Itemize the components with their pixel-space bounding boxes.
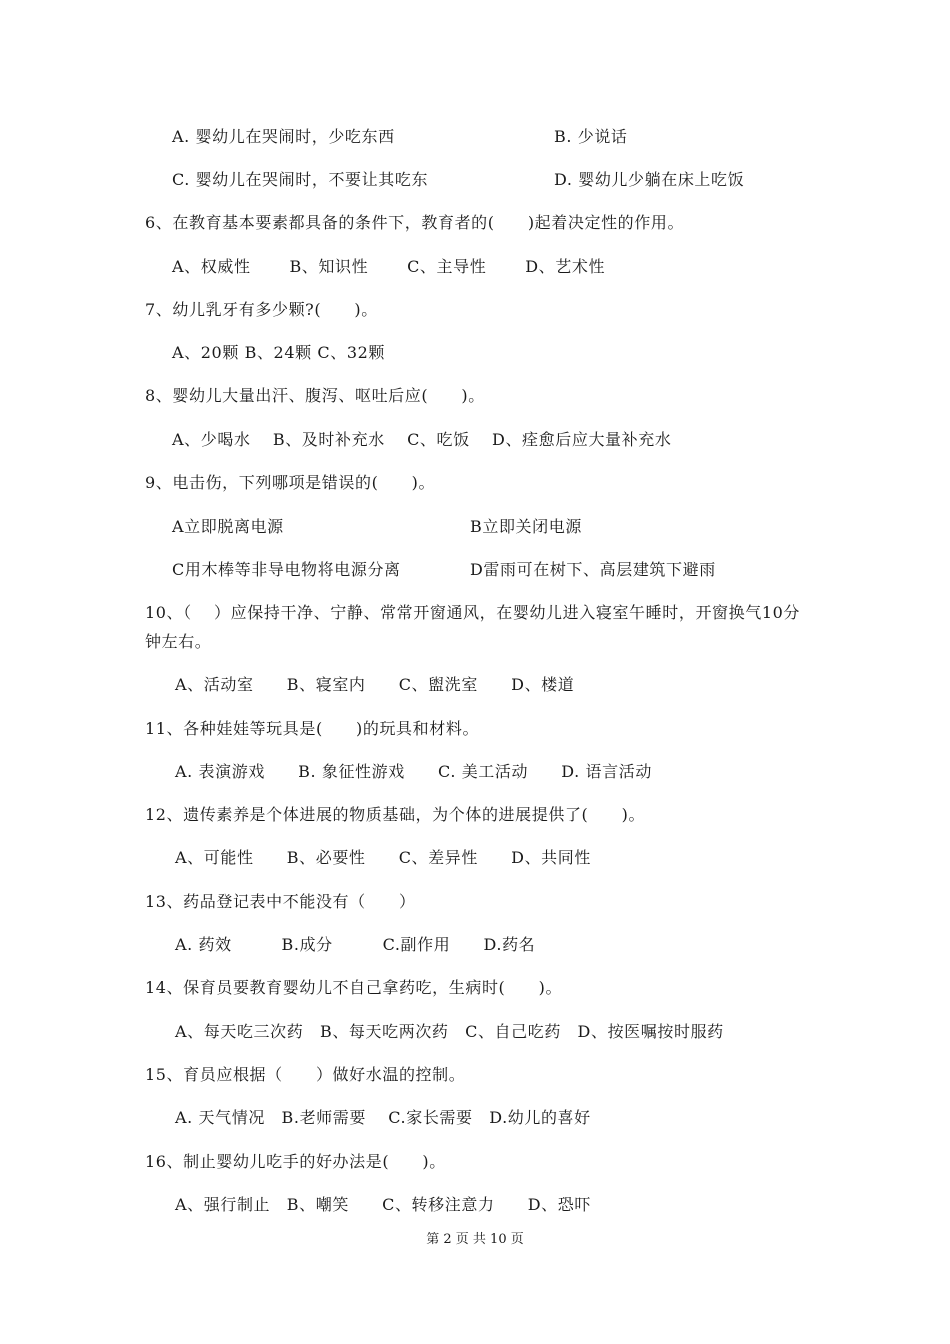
option-5d: D. 婴幼儿少躺在床上吃饭 xyxy=(554,170,745,189)
option-5c: C. 婴幼儿在哭闹时，不要让其吃东 xyxy=(172,170,429,189)
page-footer: 第 2 页 共 10 页 xyxy=(426,1232,524,1247)
question-11: 11、各种娃娃等玩具是( )的玩具和材料。 xyxy=(145,719,480,738)
options-7: A、20颗 B、24颗 C、32颗 xyxy=(172,343,386,362)
question-15: 15、育员应根据（ ）做好水温的控制。 xyxy=(145,1065,466,1084)
question-6: 6、在教育基本要素都具备的条件下，教育者的( )起着决定性的作用。 xyxy=(145,213,685,232)
option-9a: A立即脱离电源 xyxy=(172,517,284,536)
question-14: 14、保育员要教育婴幼儿不自己拿药吃，生病时( )。 xyxy=(145,978,563,997)
options-16: A、强行制止 B、嘲笑 C、转移注意力 D、恐吓 xyxy=(175,1195,591,1214)
option-5b: B. 少说话 xyxy=(554,127,628,146)
option-9b: B立即关闭电源 xyxy=(470,517,582,536)
options-6: A、权威性 B、知识性 C、主导性 D、艺术性 xyxy=(172,257,606,276)
option-9c: C用木棒等非导电物将电源分离 xyxy=(172,560,401,579)
options-13: A. 药效 B.成分 C.副作用 D.药名 xyxy=(175,935,536,954)
options-15: A. 天气情况 B.老师需要 C.家长需要 D.幼儿的喜好 xyxy=(175,1108,591,1127)
question-8: 8、婴幼儿大量出汗、腹泻、呕吐后应( )。 xyxy=(145,386,485,405)
option-5a: A. 婴幼儿在哭闹时，少吃东西 xyxy=(172,127,395,146)
options-14: A、每天吃三次药 B、每天吃两次药 C、自己吃药 D、按医嘱按时服药 xyxy=(175,1022,724,1041)
question-9: 9、电击伤，下列哪项是错误的( )。 xyxy=(145,473,436,492)
options-12: A、可能性 B、必要性 C、差异性 D、共同性 xyxy=(175,848,591,867)
question-13: 13、药品登记表中不能没有（ ） xyxy=(145,892,416,911)
question-7: 7、幼儿乳牙有多少颗?( )。 xyxy=(145,300,378,319)
option-9d: D雷雨可在树下、高层建筑下避雨 xyxy=(470,560,716,579)
options-10: A、活动室 B、寝室内 C、盥洗室 D、楼道 xyxy=(175,675,575,694)
question-10-line1: 10、（ ）应保持干净、宁静、常常开窗通风，在婴幼儿进入寝室午睡时，开窗换气10分 xyxy=(145,603,801,622)
question-10-line2: 钟左右。 xyxy=(145,632,212,651)
question-16: 16、制止婴幼儿吃手的好办法是( )。 xyxy=(145,1152,446,1171)
question-12: 12、遗传素养是个体进展的物质基础，为个体的进展提供了( )。 xyxy=(145,805,646,824)
options-8: A、少喝水 B、及时补充水 C、吃饭 D、痊愈后应大量补充水 xyxy=(172,430,672,449)
options-11: A. 表演游戏 B. 象征性游戏 C. 美工活动 D. 语言活动 xyxy=(175,762,652,781)
